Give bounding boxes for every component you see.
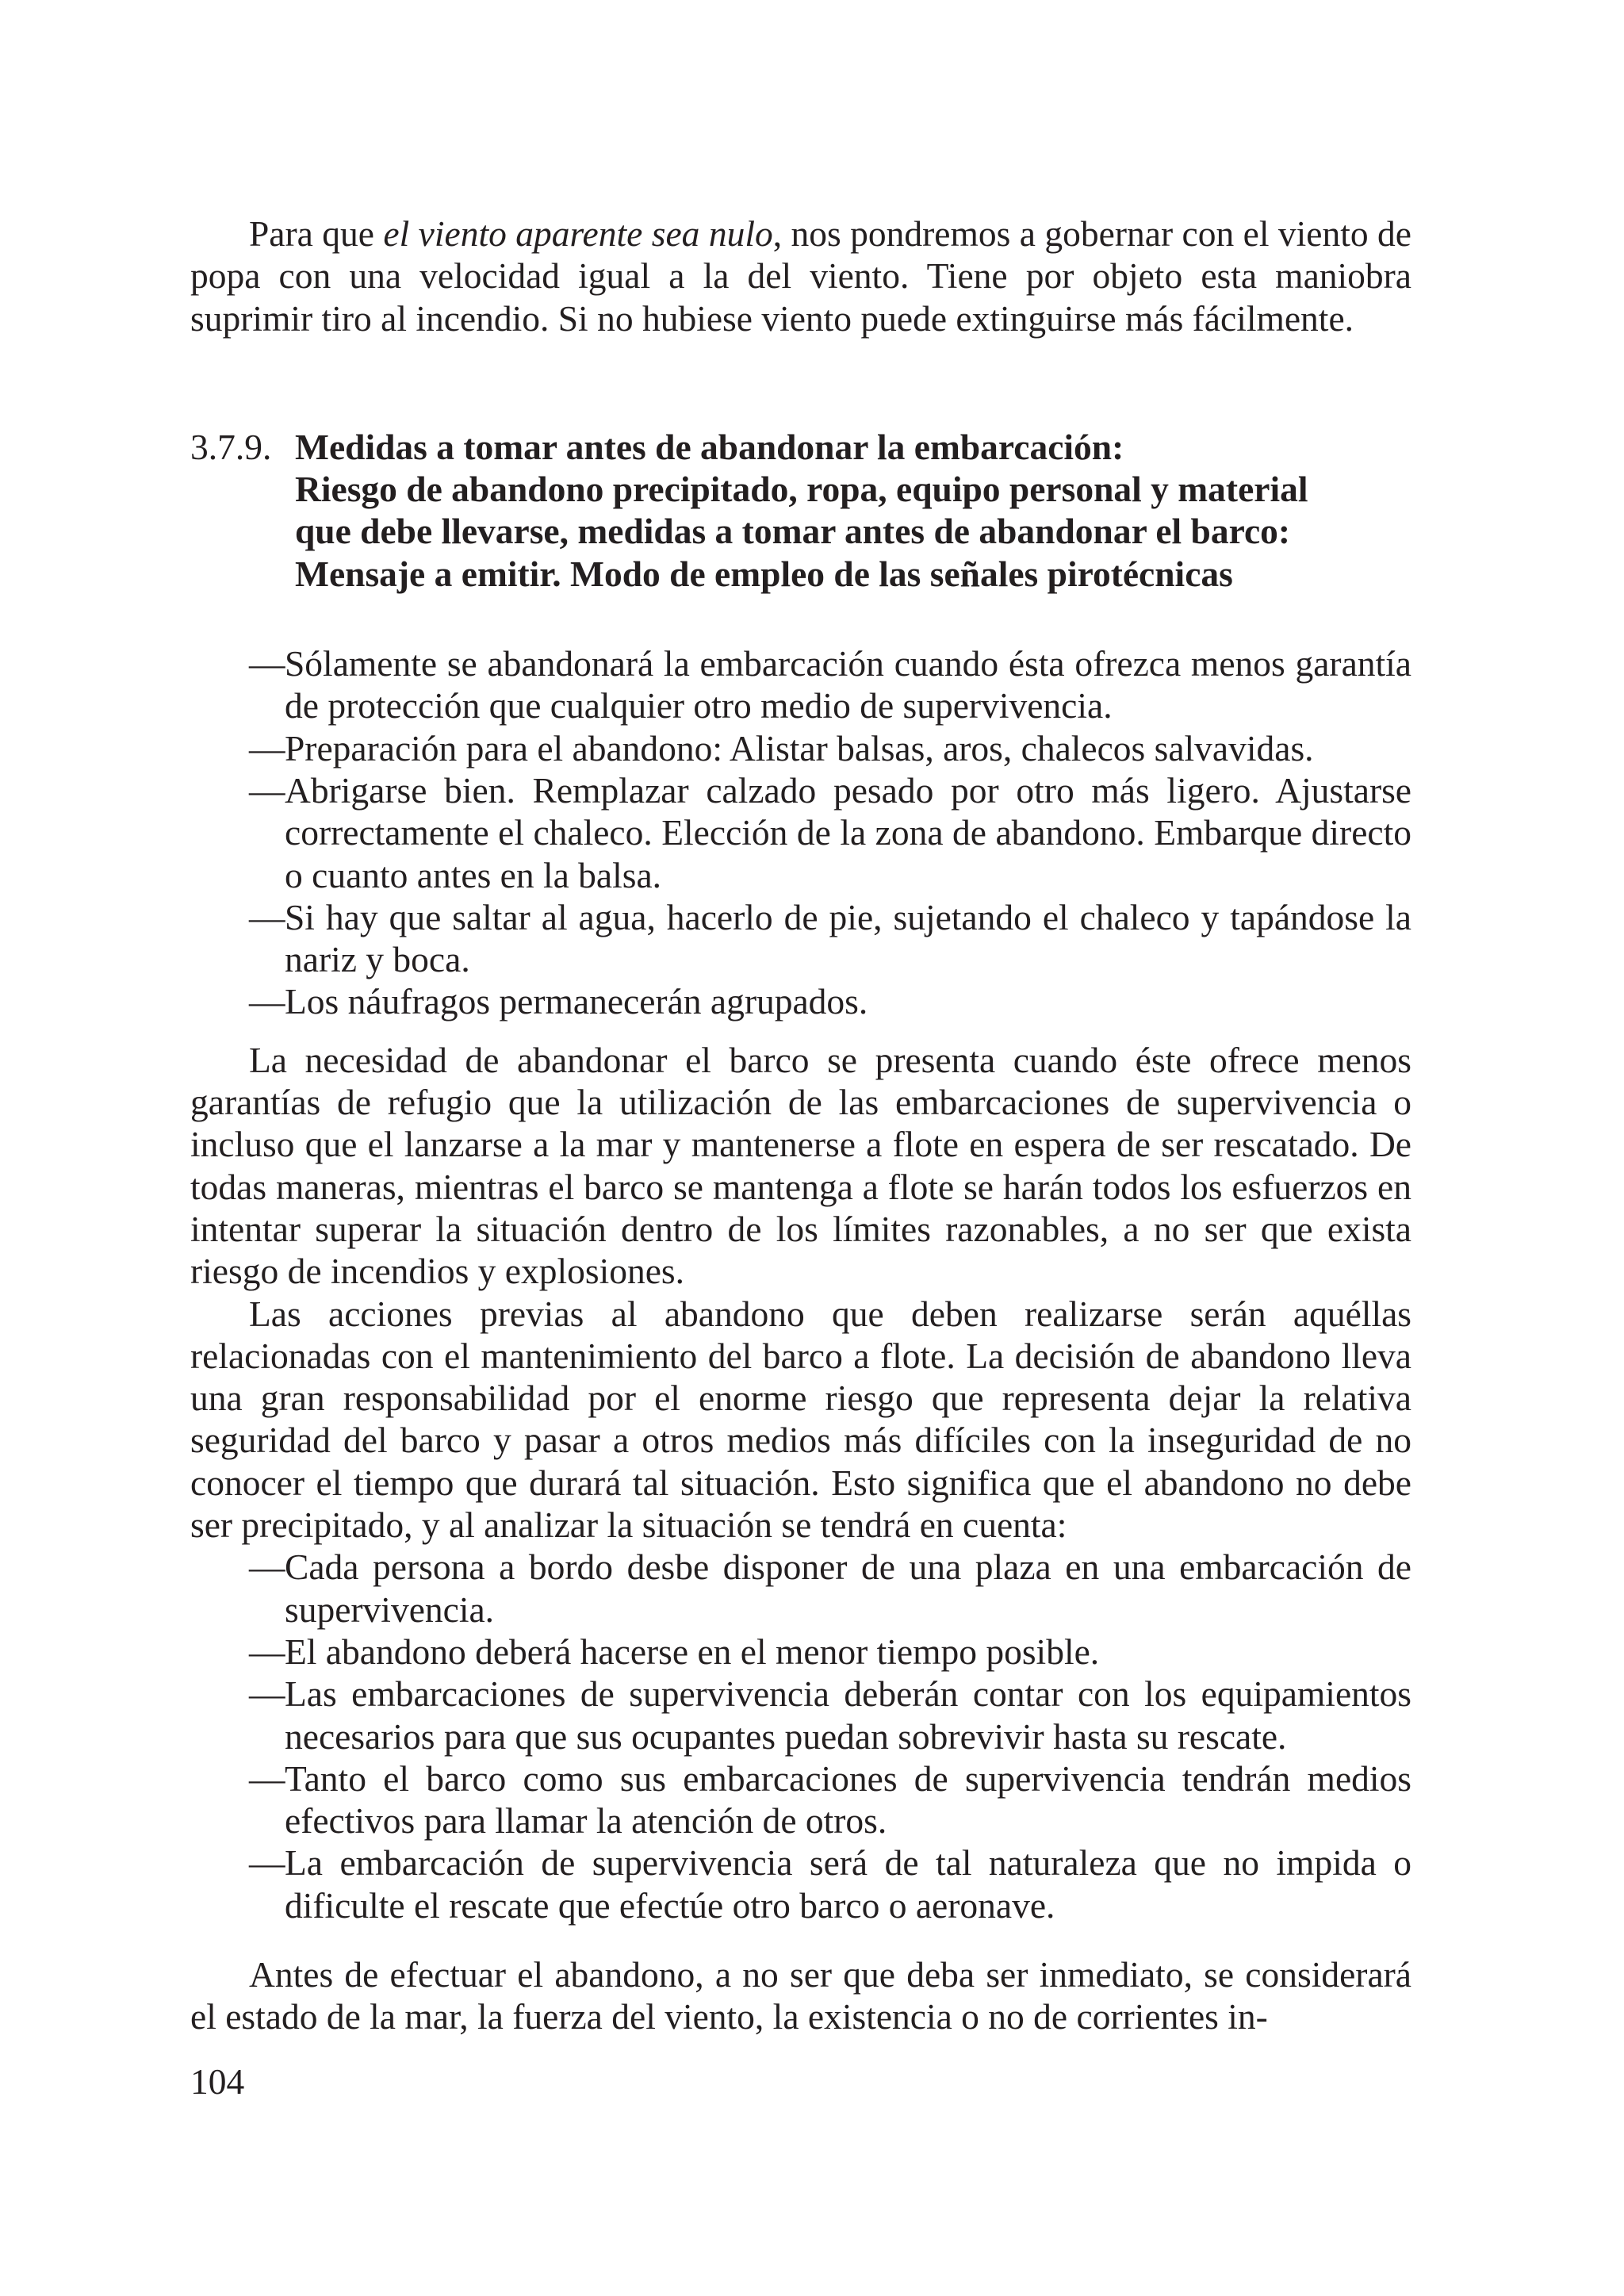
closing-paragraph: Antes de efectuar el abandono, a no ser que deba ser inmediato, se considerará el estado de la mar, la fuerza del viento, la existencia o no de corrientes in- [190,1953,1411,2037]
list-item-text: Las embarcaciones de supervivencia deberán contar con los equipamientos necesarios para que sus ocupantes puedan sobrevivir hasta su rescate. [285,1673,1411,1757]
intro-italic-phrase: el viento aparente sea nulo [383,213,773,254]
list-item-text: Sólamente se abandonará la embarcación cuando ésta ofrezca menos garantía de protección que cualquier otro medio de supervivencia. [285,643,1411,726]
list-item-text: Abrigarse bien. Remplazar calzado pesado por otro más ligero. Ajustarse correctamente el chaleco. Elección de la zona de abandono. Embarque directo o cuanto antes en la balsa. [285,769,1411,895]
dash-marker: — [249,769,285,811]
page-body [190,213,1411,2038]
list-item [249,642,1411,727]
list-item [249,1673,1411,1757]
list-item [249,1631,1411,1673]
list-item [249,1757,1411,1842]
list-item [249,980,1411,1022]
dash-marker: — [249,1631,285,1672]
dash-marker: — [249,1673,285,1715]
section-number: 3.7.9. [190,426,272,467]
body-paragraph: Las acciones previas al abandono que deben realizarse serán aquéllas relacionadas con el mantenimiento del barco a flote. La decisión de abandono lleva una gran responsabilidad por el enorme riesgo que representa dejar la relativa seguridad del barco y pasar a otros medios más difíciles con la inseguridad de no conocer el tiempo que durará tal situación. Esto significa que el abandono no debe ser precipitado, y al analizar la situación se tendrá en cuenta: [190,1293,1411,1546]
list-item-text: El abandono deberá hacerse en el menor tiempo posible. [285,1631,1100,1672]
intro-paragraph [190,213,1411,339]
list-item [249,896,1411,981]
dash-marker: — [249,896,285,937]
list-item [249,727,1411,769]
body-paragraph: La necesidad de abandonar el barco se presenta cuando éste ofrece menos garantías de refugio que la utilización de las embarcaciones de supervivencia o incluso que el lanzarse a la mar y mantenerse a flote en espera de ser rescatado. De todas maneras, mientras el barco se mantenga a flote se harán todos los esfuerzos en intentar superar la situación dentro de los límites razonables, a no ser que exista riesgo de incendios y explosiones. [190,1039,1411,1292]
section-title-line: Riesgo de abandono precipitado, ropa, equipo personal y material [295,469,1308,510]
dash-marker: — [249,1547,285,1588]
dash-marker: — [249,1842,285,1884]
abandon-steps-list [190,642,1411,1023]
list-item [249,1546,1411,1631]
dash-marker: — [249,1757,285,1799]
dash-marker: — [249,727,285,769]
list-item-text: Si hay que saltar al agua, hacerlo de pie, sujetando el chaleco y tapándose la nariz y boca. [285,896,1411,980]
list-item-text: Preparación para el abandono: Alistar balsas, aros, chalecos salvavidas. [285,727,1314,769]
section-heading [190,426,1411,595]
section-title-line: Mensaje a emitir. Modo de empleo de las señales pirotécnicas [295,553,1233,594]
list-item-text: La embarcación de supervivencia será de tal naturaleza que no impida o dificulte el rescate que efectúe otro barco o aeronave. [285,1842,1411,1926]
dash-marker: — [249,981,285,1022]
considerations-list [190,1546,1411,1926]
list-item-text: Tanto el barco como sus embarcaciones de supervivencia tendrán medios efectivos para llamar la atención de otros. [285,1757,1411,1842]
page-number: 104 [190,2061,245,2102]
list-item-text: Cada persona a bordo desbe disponer de una plaza en una embarcación de supervivencia. [285,1547,1411,1630]
intro-text-end: , nos pondremos a gobernar con el viento de popa con una velocidad igual a la del viento. Tiene por objeto esta maniobra suprimir tiro al incendio. Si no hubiese viento puede extinguirse más fácilmente. [190,213,1411,339]
section-title-line: Medidas a tomar antes de abandonar la embarcación: [295,426,1124,467]
list-item [249,769,1411,896]
intro-text-start: Para que [249,213,384,254]
list-item-text: Los náufragos permanecerán agrupados. [285,981,868,1022]
dash-marker: — [249,643,285,684]
section-title [295,426,1389,595]
list-item [249,1842,1411,1926]
section-title-line: que debe llevarse, medidas a tomar antes de abandonar el barco: [295,511,1291,552]
